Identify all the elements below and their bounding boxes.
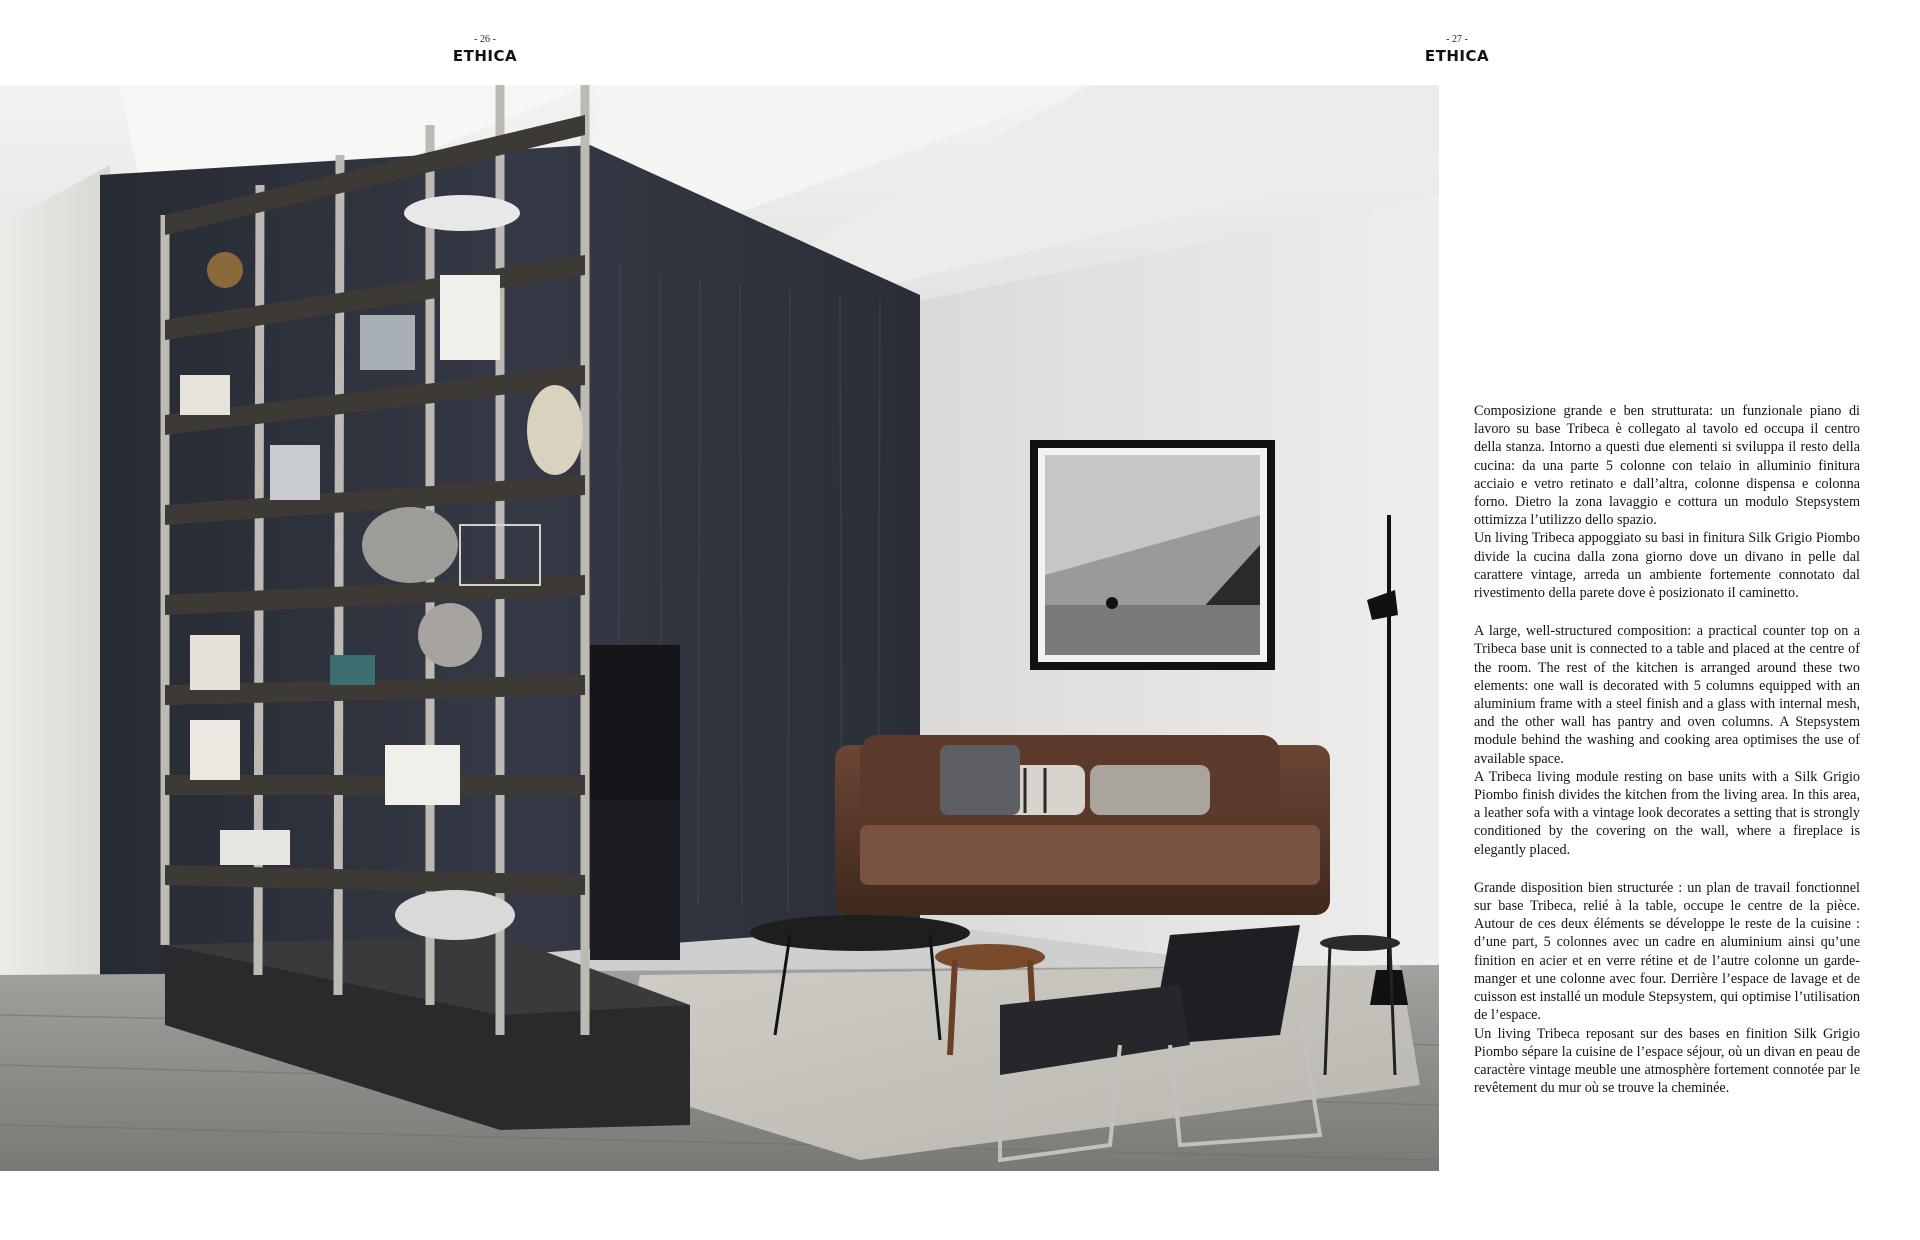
french-paragraph-1: Grande disposition bien structurée : un plan de travail fonctionnel sur base Tribeca, relié à la table, occupe le centre de la pièce. Autour de ces deux éléments se développe le reste de la cuisine : d’une part, 5 colonnes avec un cadre en aluminium ainsi qu’une finition en acier et en verre rétine et de l’autre colonne un garde-manger et une colonne avec four. Derrière l’espace de lavage et de cuisson est installé un module Stepsystem, qui optimise l’utilisation de l’espace. — [1474, 879, 1860, 1024]
description-text — [1474, 402, 1860, 1097]
left-page-title: ETHICA — [452, 47, 518, 65]
living-room-photo — [0, 85, 1439, 1171]
right-page-number: - 27 - — [1446, 34, 1468, 45]
english-paragraph-2: A Tribeca living module resting on base units with a Silk Grigio Piombo finish divides the kitchen from the living area. In this area, a leather sofa with a vintage look decorates a setting that is strongly conditioned by the covering on the wall, where a fireplace is elegantly placed. — [1474, 768, 1860, 858]
english-paragraph-1: A large, well-structured composition: a practical counter top on a Tribeca base unit is connected to a table and placed at the centre of the room. The rest of the kitchen is arranged around these two elements: one wall is decorated with 5 columns equipped with an aluminium frame with a steel finish and a glass with internal mesh, and the other wall has pantry and oven columns. A Stepsystem module behind the washing and cooking area optimises the use of available space. — [1474, 623, 1860, 767]
french-paragraph-2: Un living Tribeca reposant sur des bases en finition Silk Grigio Piombo sépare la cuisine de l’espace séjour, où un divan en peau de caractère vintage meuble une atmosphère fortement connotée par le revêtement du mur où se trouve la cheminée. — [1474, 1025, 1860, 1097]
right-page-title: ETHICA — [1424, 47, 1490, 65]
italian-paragraph-2: Un living Tribeca appoggiato su basi in finitura Silk Grigio Piombo divide la cucina dalla zona giorno dove un divano in pelle dal carattere vintage, arreda un ambiente fortemente connotato dal rivestimento della parete dove è posizionato il caminetto. — [1474, 530, 1860, 602]
left-page-number: - 26 - — [474, 34, 496, 45]
italian-paragraph-1: Composizione grande e ben strutturata: un funzionale piano di lavoro su base Tribeca è collegato al tavolo ed occupa il centro della stanza. Intorno a questi due elementi si sviluppa il resto della cucina: da una parte 5 colonne con telaio in alluminio finitura acciaio e vetro retinato e dall’altra, colonne dispensa e colonna forno. Dietro la zona lavaggio e cottura un modulo Stepsystem ottimizza l’utilizzo dello spazio. — [1474, 403, 1860, 529]
left-page-header — [385, 34, 585, 66]
right-page-header — [1357, 34, 1557, 66]
